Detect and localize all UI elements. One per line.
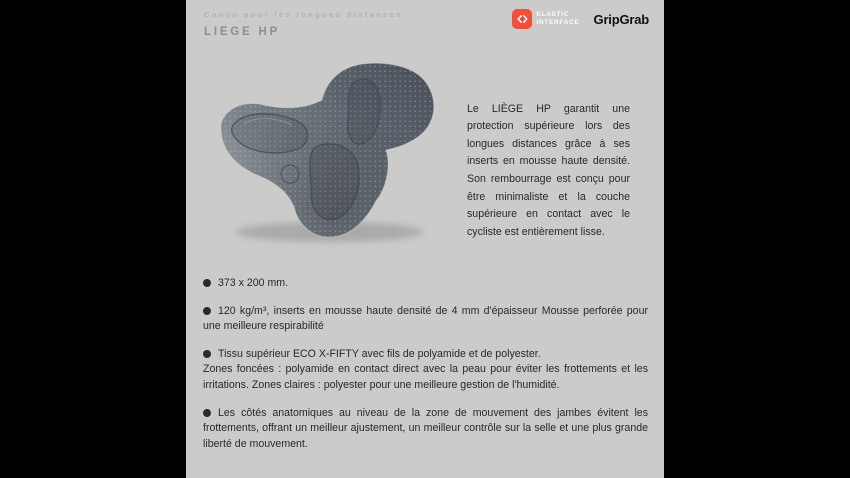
feature-text: Les côtés anatomiques au niveau de la zone de mouvement des jambes évitent les frottements, offrant un meilleur ajustement, un meilleur contrôle sur la selle et une plus grande liberté de mouvement. [203,406,648,450]
elastic-interface-line2: INTERFACE [536,19,580,26]
feature-text: 120 kg/m³, inserts en mousse haute densité de 4 mm d'épaisseur Mousse perforée pour une meilleure respirabilité [203,304,648,333]
feature-top-fabric [203,347,648,394]
feature-dimensions [203,276,648,292]
bullet-icon [203,409,211,417]
feature-list [203,276,648,452]
feature-foam-density [203,304,648,335]
elastic-interface-icon [512,9,532,29]
feature-detail: Zones foncées : polyamide en contact direct avec la peau pour éviter les frottements et les irritations. Zones claires : polyester pour une meilleure gestion de l'humidité. [203,363,648,391]
product-description: Le LIÈGE HP garantit une protection supérieure lors des longues distances grâce à ses inserts en mousse haute densité. Son rembourrage est conçu pour être minimaliste et la couche supérieure en contact avec le cycliste est entièrement lisse. [467,102,630,238]
bullet-icon [203,279,211,287]
product-tagline: Conçu pour les longues distances [204,10,403,19]
feature-text: 373 x 200 mm. [218,277,289,289]
brand-logos [512,9,649,29]
page-title: LIEGE HP [204,26,281,38]
chamois-pad [221,63,434,237]
bullet-icon [203,307,211,315]
elastic-interface-line1: ELASTIC [536,11,570,18]
elastic-interface-logo [512,9,579,29]
page-header [204,10,403,38]
product-image [214,60,442,248]
gripgrab-logo: GripGrab [593,11,649,27]
product-sheet [186,0,664,478]
elastic-interface-wordmark [536,11,579,27]
bullet-icon [203,350,211,358]
feature-text: Tissu supérieur ECO X-FIFTY avec fils de polyamide et de polyester. [218,347,541,360]
feature-anatomic-sides [203,406,648,453]
